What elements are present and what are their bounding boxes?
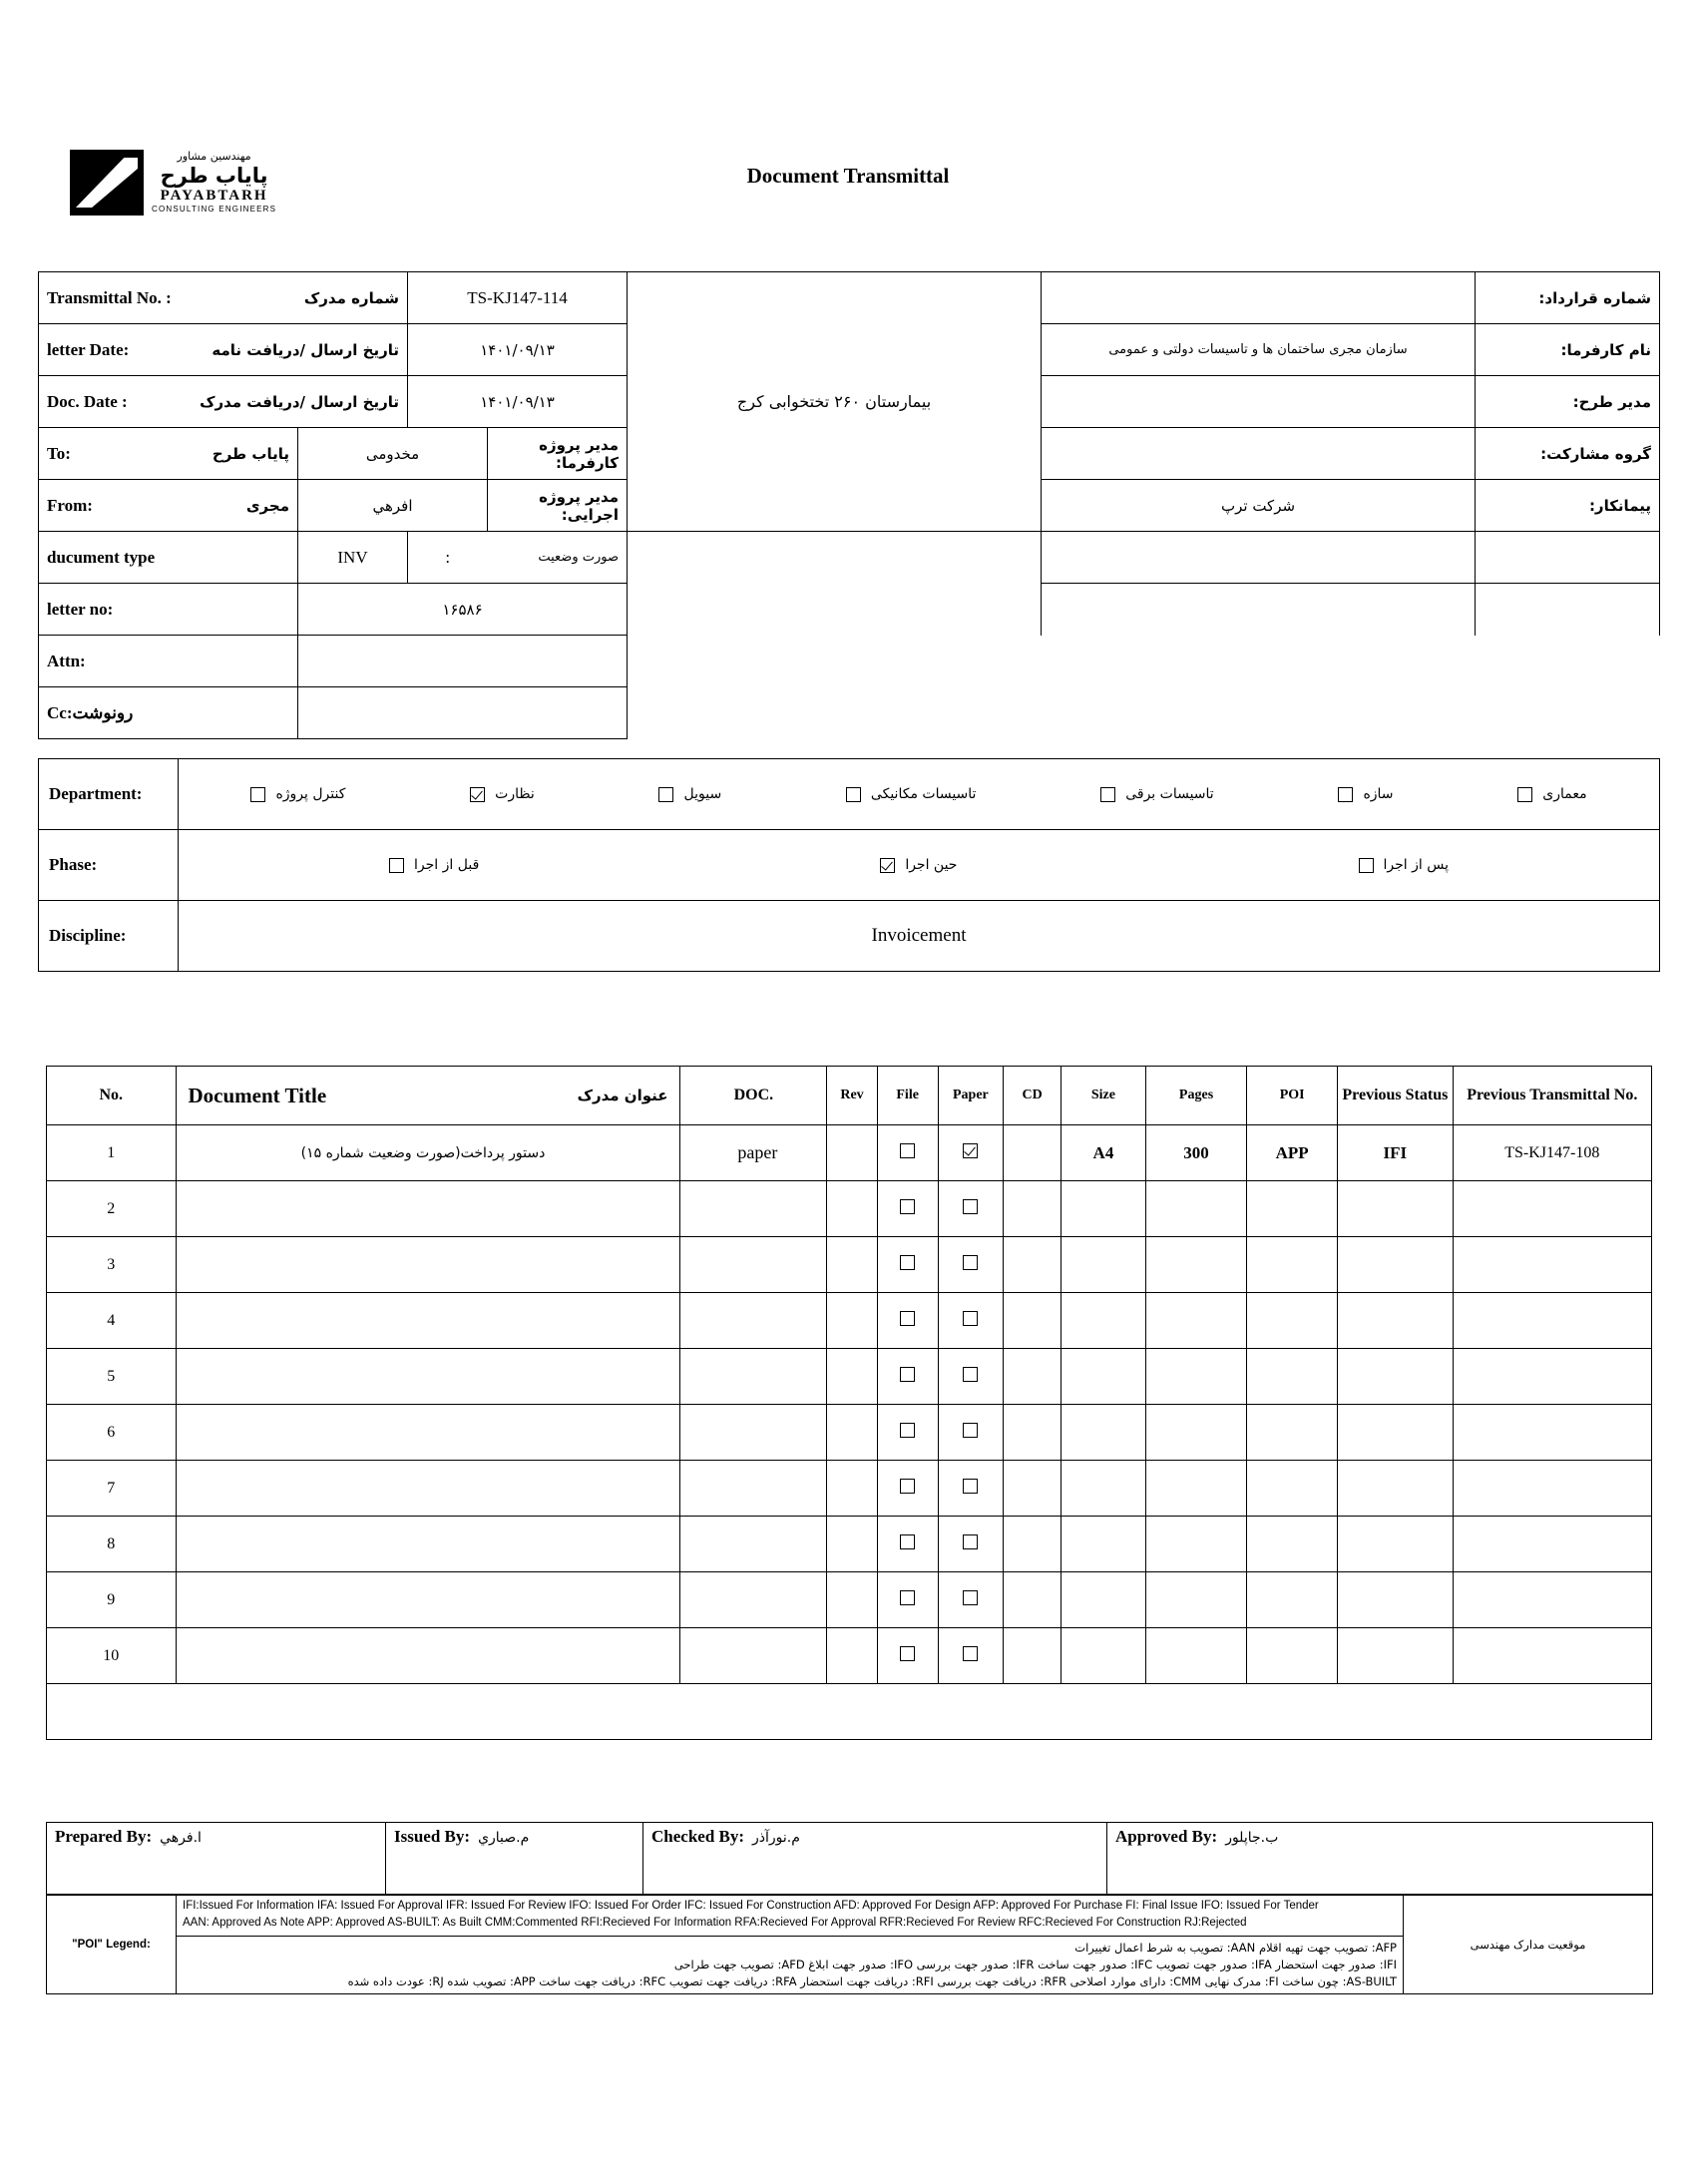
cell-poi-2 [1247, 1237, 1338, 1293]
cell-cd-8 [1004, 1572, 1061, 1628]
cell-doc-8 [680, 1572, 827, 1628]
department-option-checkbox-5[interactable] [470, 787, 485, 802]
signature-prepared-by: Prepared By: ا.فرهي [47, 1823, 386, 1896]
col-poi: POI [1247, 1067, 1338, 1125]
documents-notes-cell [47, 1684, 1652, 1740]
department-option-checkbox-6[interactable] [250, 787, 265, 802]
info-colon-document-type: : [408, 532, 488, 584]
info-label-from: From: مجری [39, 480, 298, 532]
cell-doc-6 [680, 1461, 827, 1517]
cell-paper-2-checkbox[interactable] [963, 1255, 978, 1270]
cell-file-1-checkbox[interactable] [900, 1199, 915, 1214]
info-value-from: افرهي [298, 480, 488, 532]
legend-side-label: موقعیت مدارک مهندسی [1404, 1895, 1653, 1994]
cell-size-4 [1060, 1349, 1145, 1405]
cell-size-3 [1060, 1293, 1145, 1349]
cell-paper-9[interactable] [938, 1628, 1004, 1684]
phase-row [39, 830, 1660, 901]
cell-doc-1 [680, 1181, 827, 1237]
info-value-transmittal-no: TS-KJ147-114 [408, 272, 628, 324]
legend-en-lines [177, 1895, 1404, 1937]
col-paper: Paper [938, 1067, 1004, 1125]
cell-doc-7 [680, 1517, 827, 1572]
cell-title-8 [176, 1572, 680, 1628]
cell-pages-0: 300 [1145, 1125, 1246, 1181]
cell-rev-0 [827, 1125, 878, 1181]
table-row[interactable] [47, 1461, 1652, 1517]
cell-file-6-checkbox[interactable] [900, 1479, 915, 1494]
cell-previous-transmittal-3 [1453, 1293, 1651, 1349]
info-right-value-contractor: شرکت ترپ [1042, 480, 1476, 532]
department-option-5[interactable] [470, 786, 535, 802]
cell-pages-6 [1145, 1461, 1246, 1517]
logo-line-2: پایاب طرح [160, 164, 268, 189]
col-size: Size [1060, 1067, 1145, 1125]
cell-title-7 [176, 1517, 680, 1572]
cell-poi-4 [1247, 1349, 1338, 1405]
phase-option-label-0: پس از اجرا [1383, 857, 1449, 873]
department-phase-table [38, 758, 1660, 972]
cell-rev-5 [827, 1405, 878, 1461]
cell-pages-3 [1145, 1293, 1246, 1349]
department-option-checkbox-1[interactable] [1338, 787, 1353, 802]
cell-pages-4 [1145, 1349, 1246, 1405]
phase-option-1[interactable] [880, 857, 957, 873]
cell-paper-7[interactable] [938, 1517, 1004, 1572]
cell-no-1: 2 [47, 1181, 177, 1237]
info-label-transmittal-no: Transmittal No. : شماره مدرک [39, 272, 408, 324]
cell-file-6[interactable] [877, 1461, 938, 1517]
department-option-label-1: سازه [1363, 786, 1394, 802]
info-row-document-type [39, 532, 1660, 584]
info-label-document-type: ducument type [39, 532, 298, 584]
col-previous-transmittal-no: Previous Transmittal No. [1453, 1067, 1651, 1125]
info-value-doc-date: ۱۴۰۱/۰۹/۱۳ [408, 376, 628, 428]
signature-table [46, 1822, 1653, 1896]
cell-poi-7 [1247, 1517, 1338, 1572]
table-row[interactable] [47, 1628, 1652, 1684]
project-name: بیمارستان ۲۶۰ تختخوابی کرج [628, 272, 1042, 532]
info-right-label-consortium: گروه مشارکت: [1476, 428, 1660, 480]
cell-paper-2[interactable] [938, 1237, 1004, 1293]
cell-cd-9 [1004, 1628, 1061, 1684]
cell-size-5 [1060, 1405, 1145, 1461]
department-option-3[interactable] [846, 786, 977, 802]
cell-file-8[interactable] [877, 1572, 938, 1628]
cell-previous-transmittal-5 [1453, 1405, 1651, 1461]
cell-no-4: 5 [47, 1349, 177, 1405]
col-document-title: Document Title عنوان مدرک [176, 1067, 680, 1125]
cell-poi-0: APP [1247, 1125, 1338, 1181]
cell-cd-4 [1004, 1349, 1061, 1405]
discipline-value: Invoicement [179, 901, 1660, 972]
cell-rev-8 [827, 1572, 878, 1628]
cell-previous-transmittal-7 [1453, 1517, 1651, 1572]
documents-table [46, 1066, 1652, 1740]
signature-checked-by: Checked By: م.نورآذر [643, 1823, 1107, 1896]
cell-previous-status-1 [1338, 1181, 1453, 1237]
legend-title: "POI" Legend: [47, 1895, 177, 1994]
cell-paper-4-checkbox[interactable] [963, 1367, 978, 1382]
documents-header-row [47, 1067, 1652, 1125]
cell-paper-0-checkbox[interactable] [963, 1143, 978, 1158]
legend-fa-lines [177, 1936, 1404, 1994]
department-option-label-0: معماری [1542, 786, 1587, 802]
cell-rev-9 [827, 1628, 878, 1684]
cell-file-9-checkbox[interactable] [900, 1646, 915, 1661]
cell-file-1[interactable] [877, 1181, 938, 1237]
cell-rev-7 [827, 1517, 878, 1572]
col-pages: Pages [1145, 1067, 1246, 1125]
cell-title-1 [176, 1181, 680, 1237]
table-row[interactable] [47, 1237, 1652, 1293]
cell-paper-6[interactable] [938, 1461, 1004, 1517]
info-right-value-project-manager [1042, 376, 1476, 428]
table-row[interactable] [47, 1572, 1652, 1628]
info-row-attn [39, 636, 1660, 687]
cell-size-7 [1060, 1517, 1145, 1572]
department-row [39, 759, 1660, 830]
cell-file-2[interactable] [877, 1237, 938, 1293]
table-row[interactable] [47, 1517, 1652, 1572]
cell-file-4[interactable] [877, 1349, 938, 1405]
page-title: Document Transmittal [746, 164, 950, 188]
table-row[interactable] [47, 1181, 1652, 1237]
cell-poi-9 [1247, 1628, 1338, 1684]
department-option-label-6: کنترل پروژه [275, 786, 346, 802]
info-row-transmittal-no [39, 272, 1660, 324]
department-option-label-2: تاسیسات برقی [1125, 786, 1214, 802]
phase-options [179, 830, 1660, 901]
info-right-value-employer-name: سازمان مجری ساختمان ها و تاسیسات دولتی و عمومی [1042, 324, 1476, 376]
page-header [70, 150, 1626, 249]
cell-previous-transmittal-1 [1453, 1181, 1651, 1237]
phase-option-checkbox-0[interactable] [1359, 858, 1374, 873]
cell-doc-3 [680, 1293, 827, 1349]
department-option-2[interactable] [1100, 786, 1213, 802]
info-label-attn: Attn: [39, 636, 298, 687]
cell-rev-4 [827, 1349, 878, 1405]
cell-previous-transmittal-9 [1453, 1628, 1651, 1684]
cell-previous-status-9 [1338, 1628, 1453, 1684]
cell-rev-3 [827, 1293, 878, 1349]
info-value-attn [298, 636, 628, 687]
department-option-label-3: تاسیسات مکانیکی [870, 786, 977, 802]
department-option-label-4: سیویل [683, 786, 722, 802]
cell-paper-1-checkbox[interactable] [963, 1199, 978, 1214]
department-option-checkbox-3[interactable] [846, 787, 861, 802]
col-cd: CD [1004, 1067, 1061, 1125]
cell-doc-2 [680, 1237, 827, 1293]
info-label-to: To: پایاب طرح [39, 428, 298, 480]
cell-file-7[interactable] [877, 1517, 938, 1572]
cell-file-3[interactable] [877, 1293, 938, 1349]
cell-previous-status-2 [1338, 1237, 1453, 1293]
cell-previous-status-4 [1338, 1349, 1453, 1405]
table-row[interactable] [47, 1405, 1652, 1461]
cell-cd-7 [1004, 1517, 1061, 1572]
phase-option-label-1: حین اجرا [905, 857, 958, 873]
cell-doc-4 [680, 1349, 827, 1405]
cell-no-2: 3 [47, 1237, 177, 1293]
cell-no-0: 1 [47, 1125, 177, 1181]
cell-pages-2 [1145, 1237, 1246, 1293]
cell-title-6 [176, 1461, 680, 1517]
cell-doc-0: paper [680, 1125, 827, 1181]
signature-approved-by: Approved By: ب.جاپلور [1107, 1823, 1653, 1896]
cell-size-6 [1060, 1461, 1145, 1517]
table-row[interactable] [47, 1125, 1652, 1181]
info-label-cc: Cc:رونوشت [39, 687, 298, 739]
cell-previous-status-7 [1338, 1517, 1453, 1572]
legend-fa-line-1: AFP: تصویب جهت تهیه اقلام AAN: تصویب به شرط اعمال تغییرات [1074, 1940, 1397, 1955]
cell-file-8-checkbox[interactable] [900, 1590, 915, 1605]
info-label-fa-document-type: صورت وضعیت [488, 532, 628, 584]
department-option-4[interactable] [658, 786, 721, 802]
department-option-checkbox-2[interactable] [1100, 787, 1115, 802]
cell-size-2 [1060, 1237, 1145, 1293]
cell-previous-status-5 [1338, 1405, 1453, 1461]
cell-previous-transmittal-8 [1453, 1572, 1651, 1628]
cell-cd-6 [1004, 1461, 1061, 1517]
phase-option-0[interactable] [1359, 857, 1449, 873]
legend-fa-line-2: IFI: صدور جهت استحضار IFA: صدور جهت تصویب IFC: صدور جهت ساخت IFR: صدور جهت بررسی IFO: صدور جهت ابلاغ AFD: تصویب جهت طراحی [673, 1957, 1397, 1971]
table-row[interactable] [47, 1349, 1652, 1405]
cell-cd-2 [1004, 1237, 1061, 1293]
cell-file-2-checkbox[interactable] [900, 1255, 915, 1270]
info-row-cc [39, 687, 1660, 739]
info-value-letter-no: ۱۶۵۸۶ [298, 584, 628, 636]
cell-doc-5 [680, 1405, 827, 1461]
department-option-1[interactable] [1338, 786, 1393, 802]
department-label: Department: [39, 759, 179, 830]
info-right-label-employer-name: نام کارفرما: [1476, 324, 1660, 376]
phase-option-checkbox-2[interactable] [389, 858, 404, 873]
cell-poi-3 [1247, 1293, 1338, 1349]
cell-previous-transmittal-2 [1453, 1237, 1651, 1293]
cell-poi-5 [1247, 1405, 1338, 1461]
table-row[interactable] [47, 1293, 1652, 1349]
cell-paper-0[interactable] [938, 1125, 1004, 1181]
cell-no-8: 9 [47, 1572, 177, 1628]
cell-previous-transmittal-4 [1453, 1349, 1651, 1405]
info-value-document-type: INV [298, 532, 408, 584]
phase-option-label-2: قبل از اجرا [414, 857, 480, 873]
info-label-letter-date: letter Date: تاریخ ارسال /دریافت نامه [39, 324, 408, 376]
col-doc: DOC. [680, 1067, 827, 1125]
cell-file-4-checkbox[interactable] [900, 1367, 915, 1382]
cell-pages-9 [1145, 1628, 1246, 1684]
info-right-label-contractor: پیمانکار: [1476, 480, 1660, 532]
cell-paper-3-checkbox[interactable] [963, 1311, 978, 1326]
cell-title-4 [176, 1349, 680, 1405]
col-file: File [877, 1067, 938, 1125]
logo-line-4: CONSULTING ENGINEERS [152, 205, 277, 215]
cell-paper-6-checkbox[interactable] [963, 1479, 978, 1494]
col-rev: Rev [827, 1067, 878, 1125]
cell-cd-3 [1004, 1293, 1061, 1349]
cell-pages-7 [1145, 1517, 1246, 1572]
cell-size-0: A4 [1060, 1125, 1145, 1181]
cell-file-3-checkbox[interactable] [900, 1311, 915, 1326]
cell-size-9 [1060, 1628, 1145, 1684]
logo-line-3: PAYABTARH [160, 188, 268, 205]
cell-poi-8 [1247, 1572, 1338, 1628]
cell-paper-9-checkbox[interactable] [963, 1646, 978, 1661]
info-right-value-consortium [1042, 428, 1476, 480]
cell-title-3 [176, 1293, 680, 1349]
info-value-cc [298, 687, 628, 739]
cell-previous-transmittal-0: TS-KJ147-108 [1453, 1125, 1651, 1181]
department-option-0[interactable] [1517, 786, 1586, 802]
cell-no-5: 6 [47, 1405, 177, 1461]
cell-file-5-checkbox[interactable] [900, 1423, 915, 1438]
col-previous-status: Previous Status [1338, 1067, 1453, 1125]
info-value-to: مخدومی [298, 428, 488, 480]
cell-file-0-checkbox[interactable] [900, 1143, 915, 1158]
cell-rev-1 [827, 1181, 878, 1237]
legend-en-line-1: IFI:Issued For Information IFA: Issued For Approval IFR: Issued For Review IFO: Issued For Order IFC: Issued For Construction AFD: Approved For Design AFP: Approved For Purchase FI: Final Issue IFO: Issued For Tender [183, 1900, 1319, 1912]
cell-title-0: دستور پرداخت(صورت وضعیت شماره ۱۵) [176, 1125, 680, 1181]
legend-en-line-2: AAN: Approved As Note APP: Approved AS-BUILT: As Built CMM:Commented RFI:Recieved For Information RFA:Recieved For Approval RFR:Recieved For Review RFC:Recieved For Construction RJ:Rejected [183, 1917, 1247, 1930]
legend-fa-line-3: AS-BUILT: چون ساخت FI: مدرک نهایی CMM: دارای موارد اصلاحی RFR: دریافت جهت بررسی RFI: دریافت جهت استحضار RFA: دریافت جهت تصویب RFC: دریافت جهت ساخت APP: تصویب شده RJ: عودت داده شده [347, 1974, 1397, 1988]
cell-rev-2 [827, 1237, 878, 1293]
signature-row [47, 1823, 1653, 1896]
cell-doc-9 [680, 1628, 827, 1684]
cell-title-9 [176, 1628, 680, 1684]
cell-previous-status-3 [1338, 1293, 1453, 1349]
cell-cd-1 [1004, 1181, 1061, 1237]
department-options [179, 759, 1660, 830]
cell-paper-5[interactable] [938, 1405, 1004, 1461]
cell-paper-3[interactable] [938, 1293, 1004, 1349]
poi-legend-table [46, 1894, 1653, 1994]
cell-paper-7-checkbox[interactable] [963, 1534, 978, 1549]
cell-pages-1 [1145, 1181, 1246, 1237]
cell-previous-status-0: IFI [1338, 1125, 1453, 1181]
cell-no-3: 4 [47, 1293, 177, 1349]
info-row-letter-no [39, 584, 1660, 636]
cell-cd-0 [1004, 1125, 1061, 1181]
transmittal-info-table [38, 271, 1660, 739]
cell-file-7-checkbox[interactable] [900, 1534, 915, 1549]
discipline-row [39, 901, 1660, 972]
phase-option-checkbox-1[interactable] [880, 858, 895, 873]
department-option-checkbox-0[interactable] [1517, 787, 1532, 802]
cell-file-0[interactable] [877, 1125, 938, 1181]
cell-file-9[interactable] [877, 1628, 938, 1684]
cell-rev-6 [827, 1461, 878, 1517]
cell-paper-1[interactable] [938, 1181, 1004, 1237]
cell-paper-5-checkbox[interactable] [963, 1423, 978, 1438]
info-label-letter-no: letter no: [39, 584, 298, 636]
info-value-letter-date: ۱۴۰۱/۰۹/۱۳ [408, 324, 628, 376]
cell-paper-4[interactable] [938, 1349, 1004, 1405]
info-mid-label-from: مدیر پروژه اجرایی: [488, 480, 628, 532]
info-right-label-project-manager: مدیر طرح: [1476, 376, 1660, 428]
cell-no-6: 7 [47, 1461, 177, 1517]
cell-pages-8 [1145, 1572, 1246, 1628]
col-no: No. [47, 1067, 177, 1125]
cell-title-5 [176, 1405, 680, 1461]
cell-cd-5 [1004, 1405, 1061, 1461]
info-mid-label-to: مدیر پروژه کارفرما: [488, 428, 628, 480]
cell-file-5[interactable] [877, 1405, 938, 1461]
department-option-label-5: نظارت [495, 786, 535, 802]
cell-title-2 [176, 1237, 680, 1293]
legend-row-en [47, 1895, 1653, 1937]
cell-paper-8-checkbox[interactable] [963, 1590, 978, 1605]
info-right-label-contract-no: شماره قرارداد: [1476, 272, 1660, 324]
cell-size-1 [1060, 1181, 1145, 1237]
discipline-label: Discipline: [39, 901, 179, 972]
phase-label: Phase: [39, 830, 179, 901]
cell-poi-1 [1247, 1181, 1338, 1237]
cell-paper-8[interactable] [938, 1572, 1004, 1628]
cell-no-9: 10 [47, 1628, 177, 1684]
phase-option-2[interactable] [389, 857, 479, 873]
department-option-checkbox-4[interactable] [658, 787, 673, 802]
cell-size-8 [1060, 1572, 1145, 1628]
logo-line-1: مهندسین مشاور [177, 150, 251, 164]
cell-previous-status-6 [1338, 1461, 1453, 1517]
info-label-doc-date: Doc. Date : تاریخ ارسال /دریافت مدرک [39, 376, 408, 428]
info-right-value-contract-no [1042, 272, 1476, 324]
cell-previous-transmittal-6 [1453, 1461, 1651, 1517]
cell-no-7: 8 [47, 1517, 177, 1572]
department-option-6[interactable] [250, 786, 345, 802]
signature-issued-by: Issued By: م.صباري [386, 1823, 643, 1896]
documents-notes-row [47, 1684, 1652, 1740]
cell-pages-5 [1145, 1405, 1246, 1461]
cell-previous-status-8 [1338, 1572, 1453, 1628]
cell-poi-6 [1247, 1461, 1338, 1517]
